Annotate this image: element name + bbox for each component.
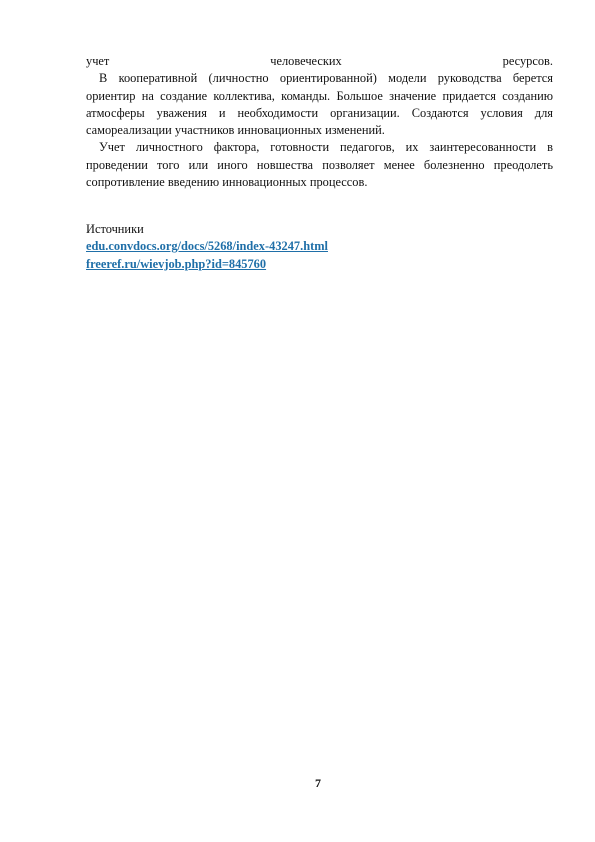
sources-section <box>86 221 553 273</box>
page-number: 7 <box>315 776 321 790</box>
first-line-word-1: учет <box>86 54 110 68</box>
source-link-2[interactable]: freeref.ru/wievjob.php?id=845760 <box>86 256 267 271</box>
first-line <box>86 53 553 70</box>
sources-title: Источники <box>86 222 144 236</box>
paragraph-cooperative-model: В кооперативной (личностно ориентированной) модели руководства берется ориентир на создание коллектива, команды. Большое значение придается созданию атмосферы уважения и необходимости организации. Создаются условия для самореализации участников инновационных изменений. <box>86 71 553 138</box>
body-text <box>86 53 553 191</box>
paragraph-personal-factor: Учет личностного фактора, готовности педагогов, их заинтересованности в проведении того или иного новшества позволяет менее болезненно преодолеть сопротивление введению инновационных процессов. <box>86 140 553 190</box>
first-line-word-3: ресурсов. <box>502 54 553 68</box>
source-link-1[interactable]: edu.convdocs.org/docs/5268/index-43247.html <box>86 239 328 254</box>
first-line-word-2: человеческих <box>270 54 342 68</box>
